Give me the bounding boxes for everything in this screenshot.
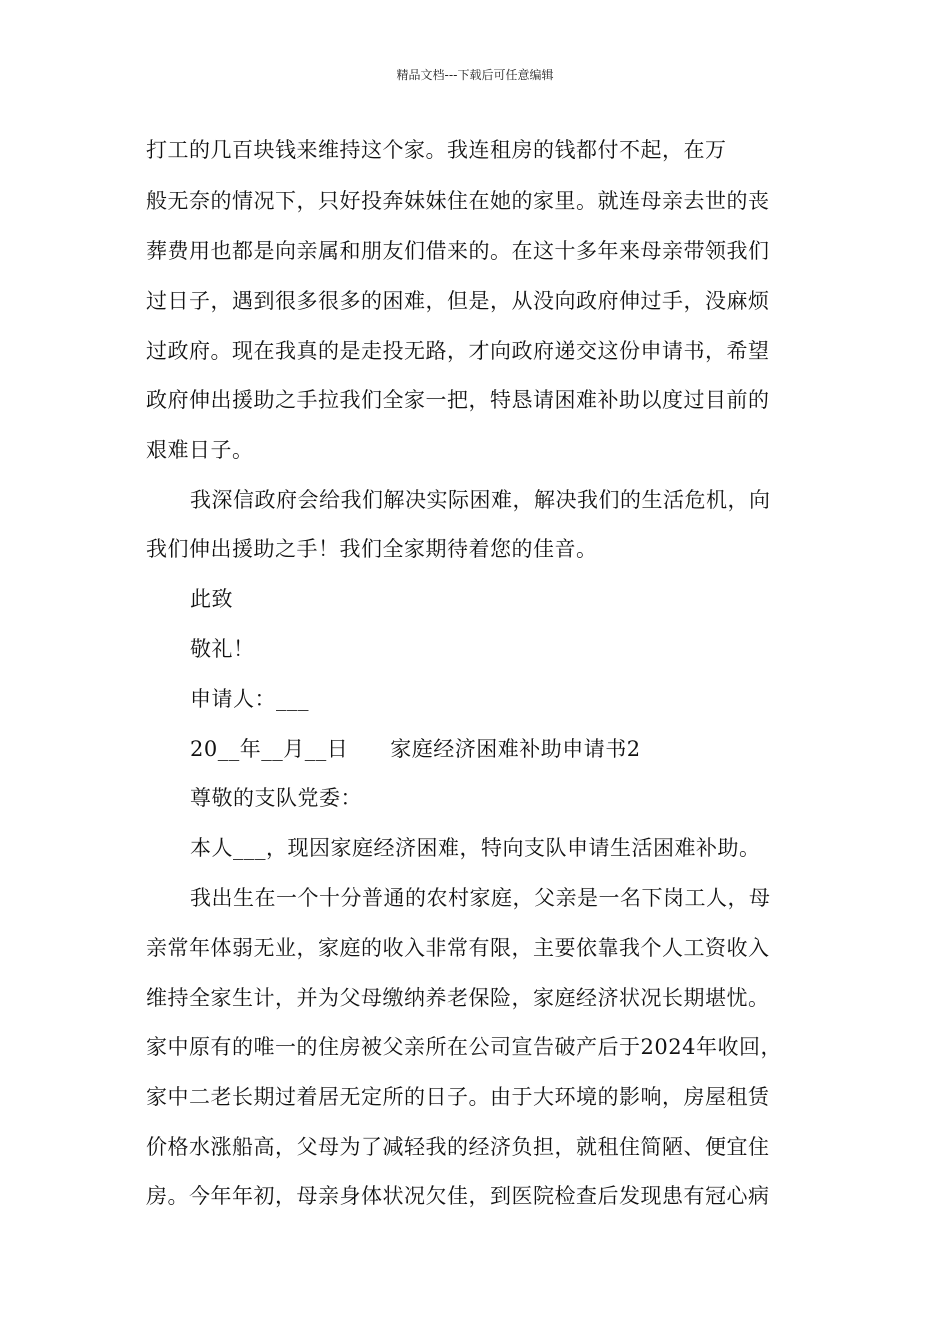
date-title-line <box>190 735 641 763</box>
body-line: 葬费用也都是向亲属和朋友们借来的。在这十多年来母亲带领我们 <box>146 239 770 263</box>
salutation-line: 敬礼！ <box>190 637 255 661</box>
body-line: 般无奈的情况下，只好投奔妹妹住在她的家里。就连母亲去世的丧 <box>146 189 770 213</box>
body-line: 家中原有的唯一的住房被父亲所在公司宣告破产后于2024年收回， <box>146 1035 782 1059</box>
applicant-line: 申请人：___ <box>190 687 309 711</box>
closing-line: 此致 <box>190 587 233 611</box>
body-line: 本人___，现因家庭经济困难，特向支队申请生活困难补助。 <box>190 836 761 860</box>
body-line: 家中二老长期过着居无定所的日子。由于大环境的影响，房屋租赁 <box>146 1085 770 1109</box>
body-line: 艰难日子。 <box>146 438 254 462</box>
body-line: 我深信政府会给我们解决实际困难，解决我们的生活危机，向 <box>190 488 771 512</box>
body-line: 过日子，遇到很多很多的困难，但是，从没向政府伸过手，没麻烦 <box>146 289 770 313</box>
document-title: 家庭经济困难补助申请书2 <box>390 737 641 761</box>
body-line: 房。今年年初，母亲身体状况欠佳，到医院检查后发现患有冠心病 <box>146 1184 770 1208</box>
body-line: 我出生在一个十分普通的农村家庭，父亲是一名下岗工人，母 <box>190 886 771 910</box>
addressee-line: 尊敬的支队党委： <box>190 786 362 810</box>
body-line: 亲常年体弱无业，家庭的收入非常有限，主要依靠我个人工资收入 <box>146 936 770 960</box>
body-line: 过政府。现在我真的是走投无路，才向政府递交这份申请书，希望 <box>146 339 770 363</box>
body-line: 我们伸出援助之手！我们全家期待着您的佳音。 <box>146 537 598 561</box>
body-line: 维持全家生计，并为父母缴纳养老保险，家庭经济状况长期堪忧。 <box>146 986 770 1010</box>
body-line: 打工的几百块钱来维持这个家。我连租房的钱都付不起，在万 <box>146 138 727 162</box>
body-line: 政府伸出援助之手拉我们全家一把，特恳请困难补助以度过目前的 <box>146 388 770 412</box>
date-line: 20__年__月__日 <box>190 737 349 761</box>
page-header: 精品文档---下载后可任意编辑 <box>396 68 554 82</box>
body-line: 价格水涨船高，父母为了减轻我的经济负担，就租住简陋、便宜住 <box>146 1135 770 1159</box>
